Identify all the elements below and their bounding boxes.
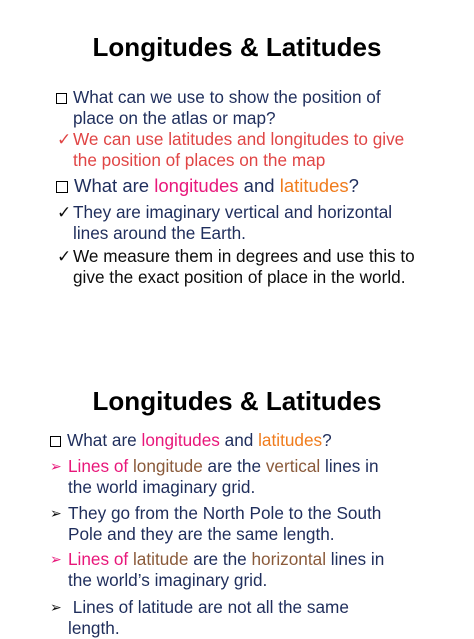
question-and: and (238, 175, 280, 196)
point-line-2: the world’s imaginary grid. (68, 570, 268, 590)
question-prefix: What are (67, 430, 142, 450)
question-suffix: ? (322, 430, 332, 450)
answer-line-1: They are imaginary vertical and horizontal (73, 202, 393, 222)
point-line-1: Lines of latitude are not all the same (68, 597, 349, 617)
keyword-longitudes: longitudes (154, 175, 239, 196)
checkmark-icon: ✓ (57, 130, 72, 149)
text-are-the: are the (188, 549, 252, 569)
checkbox-bullet-icon (56, 175, 68, 196)
question-prefix: What are (74, 175, 155, 196)
list-item (50, 503, 381, 545)
arrow-bullet-icon: ➢ (50, 458, 62, 474)
slide-2 (0, 316, 474, 638)
list-item (50, 597, 349, 639)
question-item (50, 430, 332, 451)
question-line-2: place on the atlas or map? (73, 108, 276, 128)
point-line-2: Pole and they are the same length. (68, 524, 335, 544)
answer-line-1: We can use latitudes and longitudes to give (73, 129, 405, 149)
keyword-latitudes: latitudes (279, 175, 349, 196)
slide-1 (0, 0, 474, 316)
question-item (56, 87, 381, 129)
text-lines-in: lines in (320, 456, 379, 476)
list-item (50, 456, 379, 498)
text-lines-in: lines in (326, 549, 385, 569)
text-lines-of: Lines of (68, 549, 133, 569)
answer-item (56, 129, 404, 171)
checkmark-icon: ✓ (57, 203, 72, 222)
arrow-bullet-icon: ➢ (50, 505, 62, 521)
keyword-longitudes: longitudes (141, 430, 220, 450)
checkbox-bullet-icon (56, 87, 67, 108)
answer-line-2: give the exact position of place in the world. (73, 267, 406, 287)
arrow-bullet-icon: ➢ (50, 599, 62, 615)
keyword-horizontal: horizontal (251, 549, 327, 569)
slide-title: Longitudes & Latitudes (92, 32, 382, 62)
answer-line-2: the position of places on the map (73, 150, 326, 170)
question-line-1: What can we use to show the position of (73, 87, 381, 107)
answer-line-1: We measure them in degrees and use this to (73, 246, 415, 266)
text-are-the: are the (202, 456, 266, 476)
arrow-bullet-icon: ➢ (50, 551, 62, 567)
list-item (50, 549, 384, 591)
slide-title: Longitudes & Latitudes (92, 386, 382, 416)
text-lines-of: Lines of (68, 456, 133, 476)
answer-item (56, 202, 392, 244)
question-and: and (219, 430, 259, 450)
answer-item (56, 246, 415, 288)
point-line-2: the world imaginary grid. (68, 477, 256, 497)
keyword-vertical: vertical (265, 456, 321, 476)
answer-line-2: lines around the Earth. (73, 223, 246, 243)
checkmark-icon: ✓ (57, 247, 72, 266)
keyword-latitudes: latitudes (258, 430, 323, 450)
keyword-longitude: longitude (132, 456, 203, 476)
point-line-1: They go from the North Pole to the South (68, 503, 382, 523)
keyword-latitude: latitude (132, 549, 189, 569)
question-suffix: ? (348, 175, 359, 196)
point-line-2: length. (68, 618, 120, 638)
question-item (56, 175, 359, 196)
checkbox-bullet-icon (50, 430, 61, 451)
